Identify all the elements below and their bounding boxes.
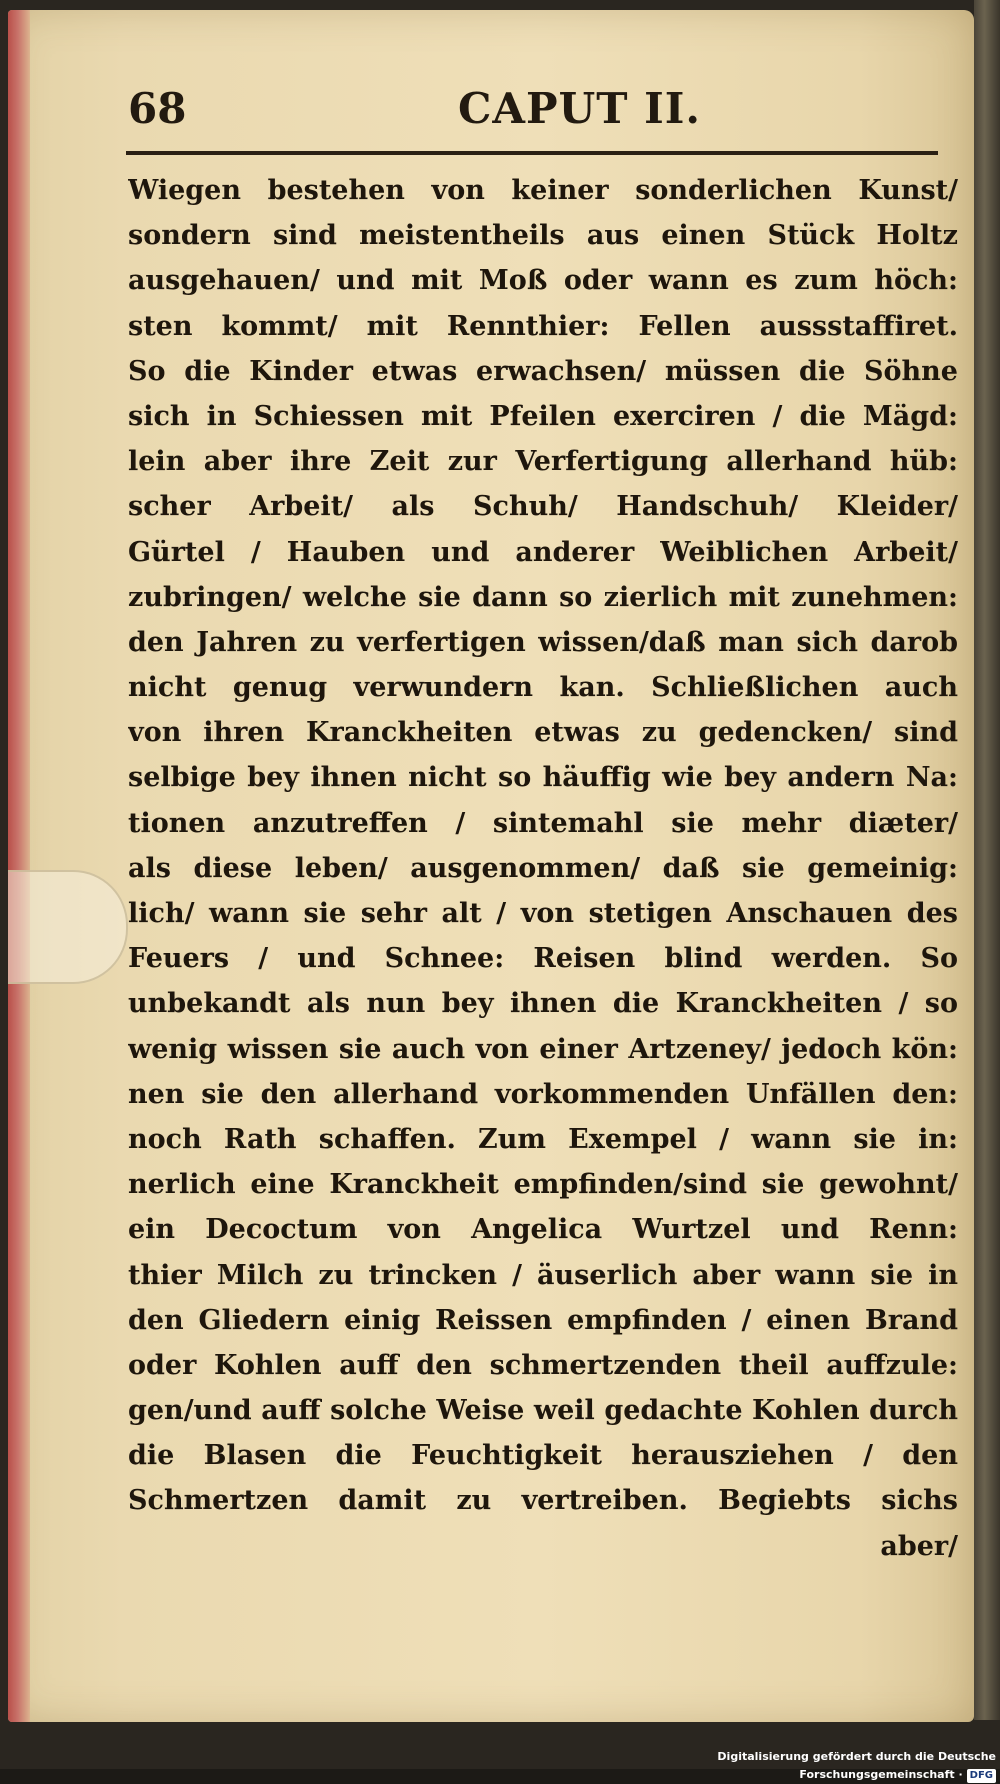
footer-credit (600, 1748, 996, 1781)
text-line: So die Kinder etwas erwachsen/ müssen die Söhne (128, 355, 958, 387)
page-edge (8, 10, 30, 1722)
footer-credit-text: Digitalisierung gefördert durch die Deutsche Forschungsgemeinschaft · (717, 1750, 996, 1781)
text-line: Wiegen bestehen von keiner sonderlichen Kunst/ (128, 175, 958, 206)
text-line: den Jahren zu verfertigen wissen/daß man sich darob (128, 626, 958, 658)
header-rule (126, 151, 938, 155)
text-line: sich in Schiessen mit Pfeilen exerciren / die Mägd: (128, 400, 958, 432)
text-line: lein aber ihre Zeit zur Verfertigung allerhand hüb: (128, 446, 958, 478)
text-line: noch Rath schaffen. Zum Exempel / wann sie in: (128, 1123, 958, 1155)
text-line: gen/und auff solche Weise weil gedachte Kohlen durch (128, 1395, 958, 1427)
text-line: ausgehauen/ und mit Moß oder wann es zum höch: (128, 265, 958, 297)
page-header (118, 84, 938, 154)
body-text (128, 168, 958, 1569)
text-line: nen sie den allerhand vorkommenden Unfällen den: (128, 1078, 958, 1110)
text-line: tionen anzutreffen / sintemahl sie mehr diæter/ (128, 807, 958, 839)
text-line: lich/ wann sie sehr alt / von stetigen Anschauen des (128, 898, 958, 929)
text-line: Schmertzen damit zu vertreiben. Begiebts sichs (128, 1485, 958, 1517)
text-line: die Blasen die Feuchtigkeit herausziehen / den (128, 1440, 958, 1472)
bookmark-tab (8, 870, 128, 984)
page-number: 68 (128, 84, 187, 133)
text-line: wenig wissen sie auch von einer Artzeney/ jedoch kön: (128, 1033, 958, 1065)
text-line: oder Kohlen auff den schmertzenden theil auffzule: (128, 1349, 958, 1381)
text-line: aber/ (880, 1530, 958, 1562)
text-line: Gürtel / Hauben und anderer Weiblichen Arbeit/ (128, 536, 958, 568)
text-line: nicht genug verwundern kan. Schließlichen auch (128, 672, 958, 704)
text-line: sondern sind meistentheils aus einen Stück Holtz (128, 220, 958, 252)
text-line: unbekandt als nun bey ihnen die Kranckheiten / so (128, 988, 958, 1020)
text-line: von ihren Kranckheiten etwas zu gedencken/ sind (128, 717, 958, 749)
running-title: CAPUT II. (458, 84, 702, 133)
text-line: thier Milch zu trincken / äuserlich aber wann sie in (128, 1259, 958, 1291)
text-line: selbige bey ihnen nicht so häuffig wie bey andern Na: (128, 762, 958, 794)
text-line: ein Decoctum von Angelica Wurtzel und Renn: (128, 1214, 958, 1246)
text-line: Feuers / und Schnee: Reisen blind werden. So (128, 943, 958, 975)
text-line: nerlich eine Kranckheit empfinden/sind sie gewohnt/ (128, 1169, 958, 1201)
text-line: als diese leben/ ausgenommen/ daß sie gemeinig: (128, 852, 958, 884)
text-line: den Gliedern einig Reissen empfinden / einen Brand (128, 1304, 958, 1336)
dfg-logo: DFG (967, 1769, 996, 1783)
text-line: scher Arbeit/ als Schuh/ Handschuh/ Kleider/ (128, 491, 958, 523)
text-line: zubringen/ welche sie dann so zierlich mit zunehmen: (128, 581, 958, 613)
text-line: sten kommt/ mit Rennthier: Fellen aussstaffiret. (128, 310, 958, 342)
binding-strip (974, 0, 1000, 1720)
